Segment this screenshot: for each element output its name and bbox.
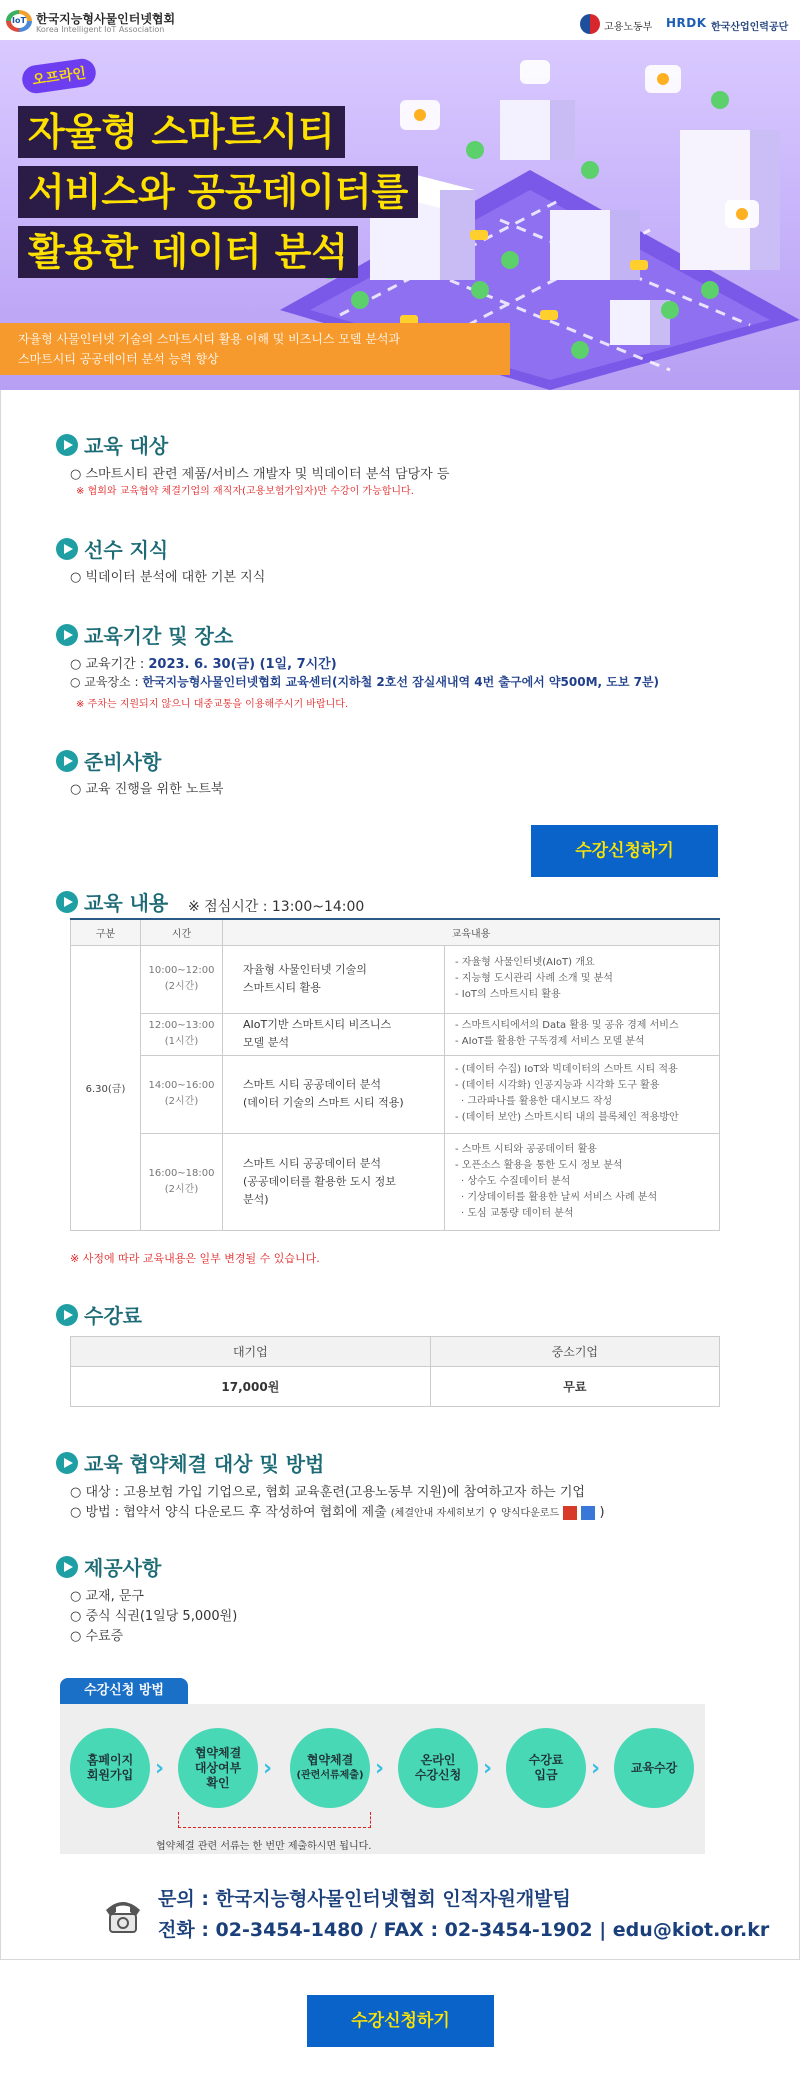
provided-item: ○ 교재, 문구: [70, 1589, 144, 1604]
process-note: 협약체결 관련 서류는 한 번만 제출하시면 됩니다.: [156, 1841, 372, 1852]
arrow-right-icon: ›: [483, 1756, 493, 1781]
hrdk-logo: HRDK: [666, 16, 707, 30]
prep-item: ○ 교육 진행을 위한 노트북: [70, 782, 224, 797]
arrow-right-icon: ›: [375, 1756, 385, 1781]
prereq-item: ○ 빅데이터 분석에 대한 기본 지식: [70, 570, 266, 585]
table-row: [71, 1133, 720, 1230]
form-download-link[interactable]: 양식다운로드: [501, 1508, 560, 1519]
banner-subtitle: [0, 323, 510, 375]
apply-button-bottom[interactable]: 수강신청하기: [307, 1995, 494, 2047]
schedule-header-content: 교육내용: [223, 919, 720, 945]
fee-sme: 무료: [430, 1367, 719, 1407]
banner-subtitle-line-2: 스마트시티 공공데이터 분석 능력 향상: [18, 352, 219, 366]
telephone-icon: [100, 1890, 146, 1936]
schedule-time: 10:00~12:00 (2시간): [141, 945, 223, 1013]
play-bullet-icon: [56, 1452, 78, 1474]
section-fee-heading: 수강료: [56, 1300, 142, 1329]
fee-large: 17,000원: [71, 1367, 431, 1407]
agreement-detail-link[interactable]: (체결안내 자세히보기: [390, 1508, 485, 1519]
banner-subtitle-line-1: 자율형 사물인터넷 기술의 스마트시티 활용 이해 및 비즈니스 모델 분석과: [18, 332, 401, 346]
banner-title-line-2: 서비스와 공공데이터를: [18, 166, 418, 218]
dashed-bracket: [178, 1812, 371, 1828]
fee-header-large: 대기업: [71, 1337, 431, 1367]
section-prep-heading: 준비사항: [56, 746, 161, 775]
provided-item: ○ 중식 식권(1일당 5,000원): [70, 1609, 238, 1624]
schedule-day: 6.30(금): [71, 945, 141, 1230]
step-online-apply: 온라인 수강신청: [398, 1728, 478, 1808]
government-emblem-icon: [580, 14, 600, 34]
play-bullet-icon: [56, 434, 78, 456]
schedule-title: 스마트 시티 공공데이터 분석 (공공데이터를 활용한 도시 정보 분석): [223, 1133, 445, 1230]
schedule-desc: - 스마트시티에서의 Data 활용 및 공유 경제 서비스 - AIoT를 활용한 구독경제 서비스 모델 분석: [445, 1013, 720, 1055]
table-row: [71, 1055, 720, 1133]
fee-table: [70, 1336, 720, 1407]
pdf-icon[interactable]: [563, 1506, 577, 1520]
arrow-right-icon: ›: [591, 1756, 601, 1781]
schedule-time: 12:00~13:00 (1시간): [141, 1013, 223, 1055]
content-change-note: ※ 사정에 따라 교육내용은 일부 변경될 수 있습니다.: [70, 1252, 320, 1265]
step-signup: 홈페이지 회원가입: [70, 1728, 150, 1808]
schedule-title: AIoT기반 스마트시티 비즈니스 모델 분석: [223, 1013, 445, 1055]
schedule-desc: - 자율형 사물인터넷(AIoT) 개요 - 지능형 도시관리 사례 소개 및 분석 - IoT의 스마트시티 활용: [445, 945, 720, 1013]
provided-item: ○ 수료증: [70, 1629, 124, 1644]
arrow-right-icon: ›: [263, 1756, 273, 1781]
period-item: ○ 교육기간 : 2023. 6. 30(금) (1일, 7시간): [70, 657, 337, 672]
agreement-target: ○ 대상 : 고용보험 가입 기업으로, 협회 교육훈련(고용노동부 지원)에 참여하고자 하는 기업: [70, 1485, 585, 1500]
contact-dept: 문의 : 한국지능형사물인터넷협회 인적자원개발팀: [158, 1888, 571, 1910]
offline-badge: 오프라인: [20, 57, 97, 95]
play-bullet-icon: [56, 891, 78, 913]
section-provided-heading: 제공사항: [56, 1552, 161, 1581]
play-bullet-icon: [56, 1556, 78, 1578]
hwp-icon[interactable]: [581, 1506, 595, 1520]
org-name-en: Korea Intelligent IoT Association: [36, 25, 165, 34]
partner-molel: 고용노동부: [604, 22, 653, 33]
schedule-table: [70, 918, 720, 1231]
search-icon: ⚲: [488, 1506, 498, 1519]
section-target-heading: 교육 대상: [56, 430, 168, 459]
step-payment: 수강료 입금: [506, 1728, 586, 1808]
parking-note: ※ 주차는 지원되지 않으니 대중교통을 이용해주시기 바랍니다.: [76, 699, 349, 710]
banner-title-line-1: 자율형 스마트시티: [18, 106, 345, 158]
target-note: ※ 협회와 교육협약 체결기업의 재직자(고용보험가입자)만 수강이 가능합니다.: [76, 486, 414, 497]
schedule-title: 스마트 시티 공공데이터 분석 (데이터 기술의 스마트 시티 적용): [223, 1055, 445, 1133]
play-bullet-icon: [56, 750, 78, 772]
schedule-desc: - (데이터 수집) IoT와 빅데이터의 스마트 시티 적용 - (데이터 시각화) 인공지능과 시각화 도구 활용 · 그라파나를 활용한 대시보드 작성 - (데이터 보안) 스마트시티 내의 블록체인 적용방안: [445, 1055, 720, 1133]
schedule-title: 자율형 사물인터넷 기술의 스마트시티 활용: [223, 945, 445, 1013]
top-header: [0, 0, 800, 40]
schedule-time: 16:00~18:00 (2시간): [141, 1133, 223, 1230]
play-bullet-icon: [56, 624, 78, 646]
step-attend: 교육수강: [614, 1728, 694, 1808]
schedule-header-time: 시간: [141, 919, 223, 945]
contact-phone-email: 전화 : 02-3454-1480 / FAX : 02-3454-1902 | edu@kiot.or.kr: [158, 1919, 770, 1941]
arrow-right-icon: ›: [155, 1756, 165, 1781]
banner-title-line-3: 활용한 데이터 분석: [18, 226, 358, 278]
kiot-logo-icon: IoT: [6, 10, 32, 32]
schedule-time: 14:00~16:00 (2시간): [141, 1055, 223, 1133]
process-tag: 수강신청 방법: [60, 1678, 188, 1704]
agreement-method: ○ 방법 : 협약서 양식 다운로드 후 작성하여 협회에 제출 (체결안내 자세히보기 ⚲ 양식다운로드 ): [70, 1505, 605, 1520]
lunch-time: ※ 점심시간 : 13:00~14:00: [188, 899, 365, 915]
table-row: [71, 945, 720, 1013]
play-bullet-icon: [56, 1304, 78, 1326]
section-prereq-heading: 선수 지식: [56, 534, 168, 563]
org-name: 한국지능형사물인터넷협회: [36, 12, 176, 26]
section-content-heading: 교육 내용: [56, 887, 168, 916]
schedule-desc: - 스마트 시티와 공공데이터 활용 - 오픈소스 활용을 통한 도시 정보 분석 · 상수도 수질데이터 분석 · 기상데이터를 활용한 날씨 서비스 사례 분석 · 도심 교통량 데이터 분석: [445, 1133, 720, 1230]
apply-button-mid[interactable]: 수강신청하기: [531, 825, 718, 877]
step-agreement-submit: 협약체결 (관련서류제출): [290, 1728, 370, 1808]
section-period-heading: 교육기간 및 장소: [56, 620, 233, 649]
fee-header-sme: 중소기업: [430, 1337, 719, 1367]
schedule-header-category: 구분: [71, 919, 141, 945]
play-bullet-icon: [56, 538, 78, 560]
target-item: ○ 스마트시티 관련 제품/서비스 개발자 및 빅데이터 분석 담당자 등: [70, 467, 450, 482]
hero-banner: [0, 40, 800, 390]
place-item: ○ 교육장소 : 한국지능형사물인터넷협회 교육센터(지하철 2호선 잠실새내역 4번 출구에서 약500M, 도보 7분): [70, 675, 660, 689]
table-row: [71, 1013, 720, 1055]
section-agreement-heading: 교육 협약체결 대상 및 방법: [56, 1448, 324, 1477]
partner-hrdk: 한국산업인력공단: [711, 22, 789, 33]
step-agreement-check: 협약체결 대상여부 확인: [178, 1728, 258, 1808]
